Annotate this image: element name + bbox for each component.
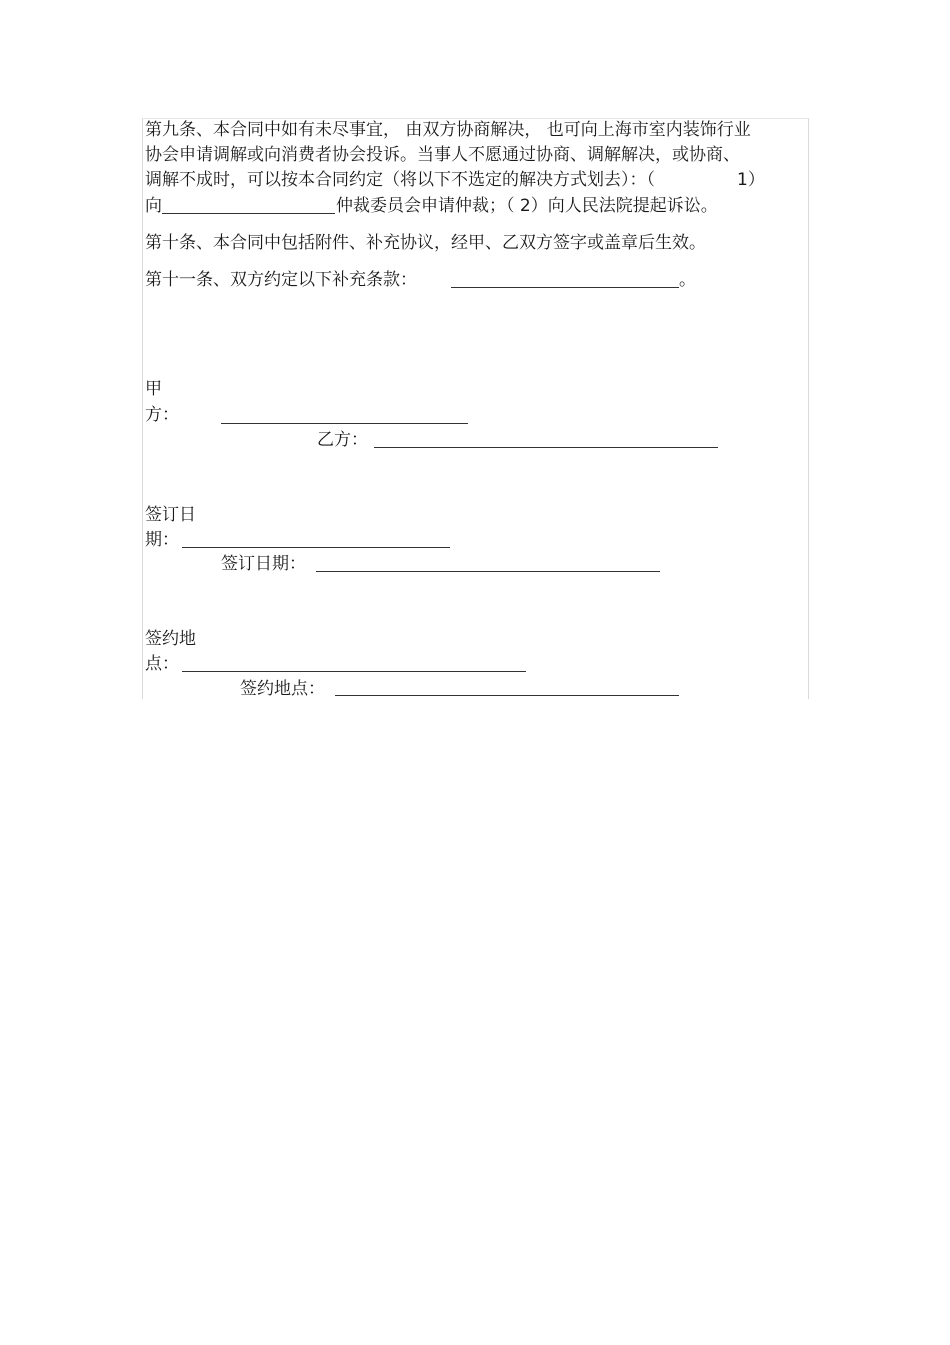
article11-label: 第十一条、双方约定以下补充条款： bbox=[145, 270, 417, 290]
place-a-label-1: 签约地 bbox=[145, 629, 196, 649]
article9-line4-rest: 仲裁委员会申请仲裁；（ 2）向人民法院提起诉讼。 bbox=[336, 196, 718, 216]
party-b-blank[interactable] bbox=[374, 447, 718, 448]
article9-line3-option1: 1） bbox=[737, 170, 765, 190]
article9-line3: 调解不成时，可以按本合同约定（将以下不选定的解决方式划去）：（ bbox=[145, 170, 655, 190]
party-a-blank[interactable] bbox=[221, 423, 468, 424]
place-b-blank[interactable] bbox=[335, 695, 679, 696]
article9-line1: 第九条、本合同中如有未尽事宜， 由双方协商解决， 也可向上海市室内装饰行业 bbox=[145, 120, 751, 140]
date-a-label-1: 签订日 bbox=[145, 505, 196, 525]
date-a-blank[interactable] bbox=[182, 547, 450, 548]
date-a-label-2: 期： bbox=[145, 530, 179, 550]
article11-end: 。 bbox=[679, 270, 696, 290]
party-a-label-2: 方： bbox=[145, 405, 179, 425]
place-b-label: 签约地点： bbox=[240, 679, 325, 699]
party-a-label-1: 甲 bbox=[145, 379, 162, 399]
supplementary-terms-blank[interactable] bbox=[451, 287, 679, 288]
article9-line4-prefix: 向 bbox=[145, 196, 162, 216]
article10-text: 第十条、本合同中包括附件、补充协议，经甲、乙双方签字或盖章后生效。 bbox=[145, 233, 706, 253]
place-a-blank[interactable] bbox=[182, 671, 526, 672]
place-a-label-2: 点： bbox=[145, 654, 179, 674]
article9-line2: 协会申请调解或向消费者协会投诉。当事人不愿通过协商、调解解决，或协商、 bbox=[145, 145, 740, 165]
date-b-blank[interactable] bbox=[316, 571, 660, 572]
date-b-label: 签订日期： bbox=[221, 554, 306, 574]
party-b-label: 乙方： bbox=[317, 430, 368, 450]
arbitration-blank[interactable] bbox=[162, 213, 335, 214]
